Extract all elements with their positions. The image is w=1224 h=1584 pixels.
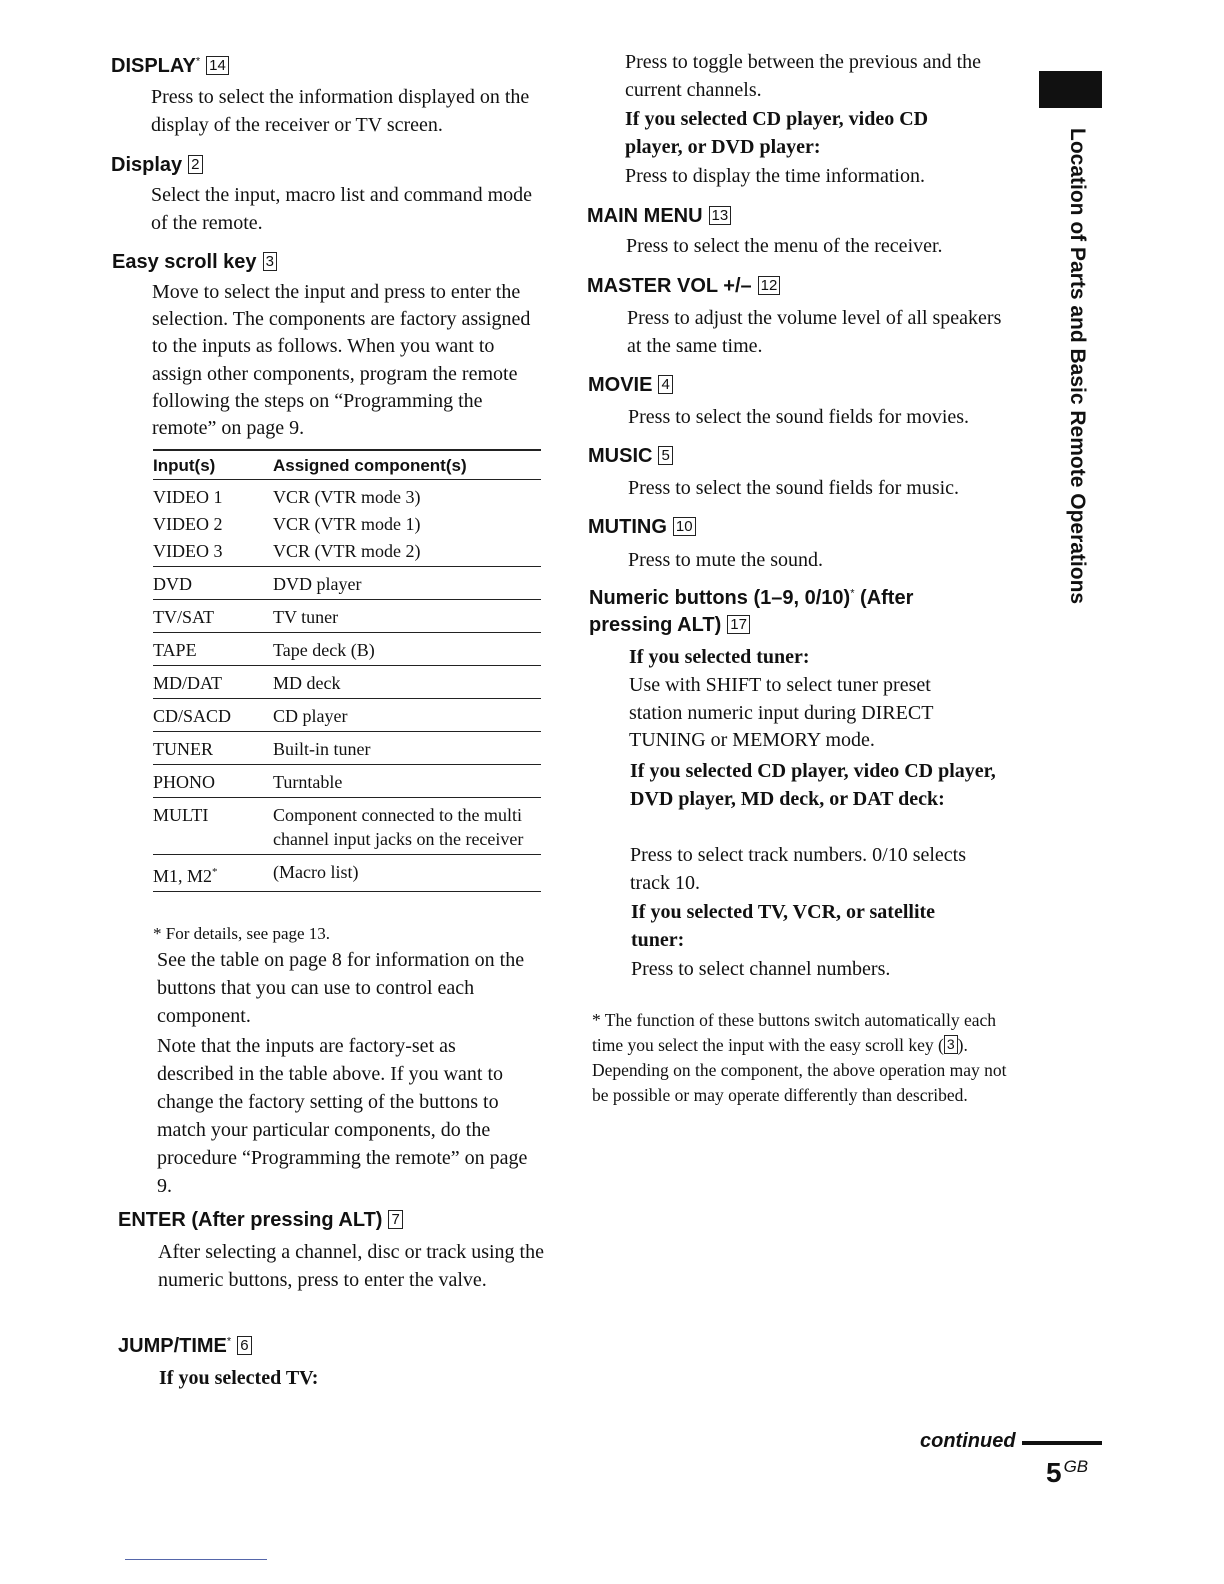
display-star-body: Press to select the information displayed on the display of the receiver or TV screen. [151,86,530,136]
muting-body: Press to mute the sound. [628,549,823,571]
enter-body: After selecting a channel, disc or track using the numeric buttons, press to enter the valve. [158,1241,544,1291]
paragraph-table-info: See the table on page 8 for information on the buttons that you can use to control each component. [157,949,525,1027]
table-row: PHONO Turntable [153,765,541,798]
table-header: Input(s) [153,450,273,480]
muting-heading: MUTING 10 [588,516,696,539]
paragraph-factory-note: Note that the inputs are factory-set as described in the table above. If you want to change the factory setting of the buttons to match your particular components, do the procedure “Programming the remote” on page 9. [157,1035,528,1197]
ref-box: 17 [727,615,750,634]
table-footnote: * For details, see page 13. [153,924,331,943]
master-vol-body: Press to adjust the volume level of all speakers at the same time. [627,307,1002,357]
numeric-body-tv: Press to select channel numbers. [631,958,891,980]
bottom-rule [125,1559,267,1560]
ref-box: 13 [709,206,732,225]
ref-box: 3 [263,252,277,271]
music-body: Press to select the sound fields for music. [628,477,960,499]
ref-box: 2 [188,155,202,174]
table-row: TV/SAT TV tuner [153,600,541,633]
page-number: 5 $^{GB}$ [1046,1457,1089,1488]
ref-box: 4 [658,375,672,394]
numeric-sub-tuner: If you selected tuner: [629,646,810,668]
table-row: TAPE Tape deck (B) [153,633,541,666]
table-row: M1, M2* (Macro list) [153,855,541,892]
ref-box: 10 [673,517,696,536]
numeric-heading-line2: pressing ALT) 17 [589,614,750,637]
jump-sub-cd: If you selected CD player, video CD player, or DVD player: [625,108,929,158]
section-tab-marker [1039,71,1102,108]
jump-heading: JUMP/TIME* 6 [118,1335,252,1358]
table-row: CD/SACD CD player [153,699,541,732]
music-heading: MUSIC 5 [588,445,673,468]
main-menu-body: Press to select the menu of the receiver. [626,235,943,257]
easy-scroll-heading: Easy scroll key 3 [112,251,277,274]
main-menu-heading: MAIN MENU 13 [587,205,731,228]
table-row: MULTI Component connected to the multi channel input jacks on the receiver [153,798,541,855]
continued-label: continued [920,1430,1016,1452]
table-row: DVD DVD player [153,567,541,600]
table-header: Assigned component(s) [273,450,541,480]
numeric-heading-line1: Numeric buttons (1–9, 0/10)* (After [589,587,914,609]
input-assignment-table [153,449,541,892]
movie-heading: MOVIE 4 [588,374,673,397]
display-body: Select the input, macro list and command mode of the remote. [151,184,533,234]
table-row: VIDEO 1 VCR (VTR mode 3) [153,487,421,507]
numeric-sub-cd: If you selected CD player, video CD player, DVD player, MD deck, or DAT deck: [630,760,996,810]
ref-box: 12 [758,276,781,295]
side-section-label: Location of Parts and Basic Remote Operations [1066,128,1089,605]
numeric-sub-tv: If you selected TV, VCR, or satellite tuner: [631,901,936,951]
function-footnote: * The function of these buttons switch automatically each time you select the input with the easy scroll key ( 3 ). Depending on the component, the above operation may not be possible or may operate differently than described. [592,1010,1007,1105]
jump-continued-body: Press to toggle between the previous and the current channels. [625,51,982,101]
enter-heading: ENTER (After pressing ALT) 7 [118,1209,403,1232]
ref-box: 3 [944,1035,958,1054]
ref-box: 6 [237,1336,251,1355]
movie-body: Press to select the sound fields for movies. [628,406,970,428]
easy-scroll-body: Move to select the input and press to enter the selection. The components are factory assigned to the inputs as follows. When you want to assign other components, program the remote following the steps on “Programming the remote” on page 9. [152,281,531,440]
table-row: VIDEO 3 VCR (VTR mode 2) [153,539,541,567]
ref-box: 14 [206,56,229,75]
master-vol-heading: MASTER VOL +/– 12 [587,275,780,298]
jump-body-cd: Press to display the time information. [625,165,925,187]
table-row: MD/DAT MD deck [153,666,541,699]
numeric-body-tuner: Use with SHIFT to select tuner preset station numeric input during DIRECT TUNING or MEMORY mode. [629,674,934,751]
continued-rule [1022,1441,1102,1445]
display-heading: Display 2 [111,154,203,177]
numeric-body-cd: Press to select track numbers. 0/10 selects track 10. [630,844,967,894]
display-star-heading: DISPLAY* 14 [111,55,229,78]
table-row: VIDEO 2 VCR (VTR mode 1) [153,514,421,534]
table-row: TUNER Built-in tuner [153,732,541,765]
ref-box: 7 [388,1210,402,1229]
ref-box: 5 [658,446,672,465]
jump-sub-tv: If you selected TV: [159,1367,319,1389]
